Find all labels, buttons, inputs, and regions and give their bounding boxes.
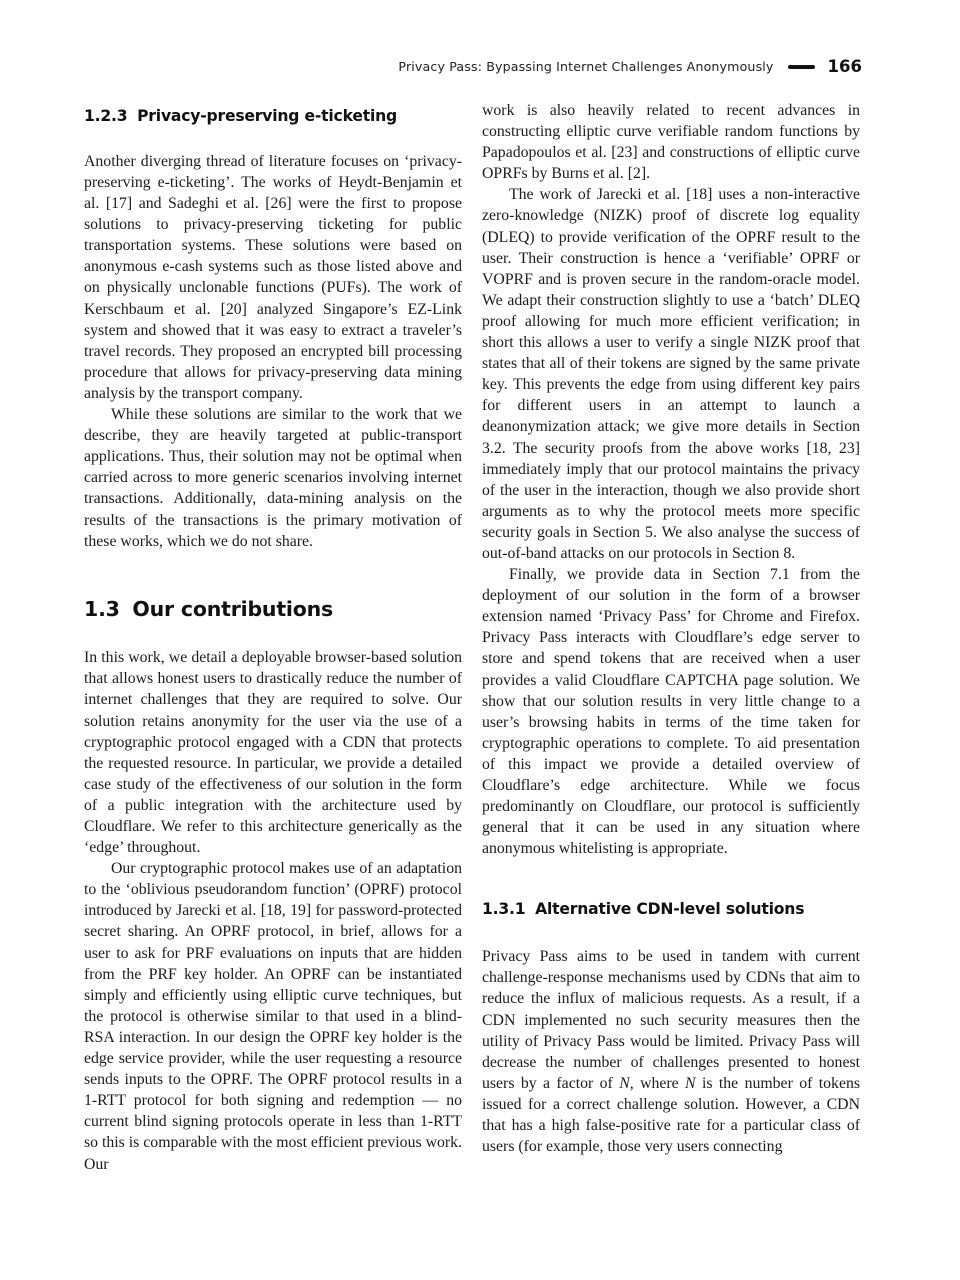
- section-heading-1-3-1: [482, 901, 860, 919]
- paragraph: Privacy Pass aims to be used in tandem with current challenge-response mechanisms used by CDNs that aim to reduce the influx of malicious requests. As a result, if a CDN implemented no such security measures then the utility of Privacy Pass would be limited. Privacy Pass will decrease the number of challenges presented to honest users by a factor of N, where N is the number of tokens issued for a correct challenge solution. However, a CDN that has a high false-positive rate for a particular class of users (for example, those very users connecting: [482, 948, 860, 1156]
- header-rule: [788, 65, 815, 69]
- section-heading-1-3: [84, 598, 462, 621]
- section-title: Privacy-preserving e-ticketing: [137, 107, 397, 125]
- section-heading-1-2-3: [84, 108, 462, 126]
- page-number: 166: [827, 57, 862, 76]
- paragraph: work is also heavily related to recent advances in constructing elliptic curve verifiable random functions by Papadopoulos et al. [23] and constructions of elliptic curve OPRFs by Burns et al. [2].: [482, 102, 860, 183]
- paragraph: In this work, we detail a deployable browser-based solution that allows honest users to drastically reduce the number of internet challenges that they are required to solve. Our solution retains anonymity for the user via the use of a cryptographic protocol engaged with a CDN that protects the requested resource. In particular, we provide a detailed case study of the effectiveness of our solution in the form of a public integration with the architecture used by Cloudflare. We refer to this architecture generically as the ‘edge’ throughout.: [84, 649, 462, 857]
- paragraph: The work of Jarecki et al. [18] uses a non-interactive zero-knowledge (NIZK) proof of discrete log equality (DLEQ) to provide verification of the OPRF result to the user. Their construction is hence a ‘verifiable’ OPRF or VOPRF and is proven secure in the random-oracle model. We adapt their construction slightly to use a ‘batch’ DLEQ proof allowing for much more efficient verification; in short this allows a user to verify a single NIZK proof that states that all of their tokens are signed by the same private key. This prevents the edge from using different key pairs for different users in an attempt to launch a deanonymization attack; we give more details in Section 3.2. The security proofs from the above works [18, 23] immediately imply that our protocol maintains the privacy of the user in the interaction, though we also provide short arguments as to why the protocol meets more specific security goals in Section 5. We also analyse the success of out-of-band attacks on our protocols in Section 8.: [482, 186, 860, 562]
- paragraph: Finally, we provide data in Section 7.1 from the deployment of our solution in the form of a browser extension named ‘Privacy Pass’ for Chrome and Firefox. Privacy Pass interacts with Cloudflare’s edge server to store and spend tokens that are received when a user provides a valid Cloudflare CAPTCHA page solution. We show that our solution results in very little change to a user’s browsing habits in terms of the time taken for cryptographic operations to complete. To aid presentation of this impact we provide a detailed overview of Cloudflare’s edge architecture. While we focus predominantly on Cloudflare, our protocol is sufficiently general that it can be used in any situation where anonymous whitelisting is appropriate.: [482, 566, 860, 858]
- section-title: Alternative CDN-level solutions: [535, 900, 805, 919]
- paragraph: Another diverging thread of literature focuses on ‘privacy-preserving e-ticketing’. The works of Heydt-Benjamin et al. [17] and Sadeghi et al. [26] were the first to propose solutions to privacy-preserving ticketing for public transportation systems. These solutions were based on anonymous e-cash systems such as those listed above and on physically unclonable functions (PUFs). The work of Kerschbaum et al. [20] analyzed Singapore’s EZ-Link system and showed that it was easy to extract a traveler’s travel records. They proposed an encrypted bill processing procedure that allows for privacy-preserving data mining analysis by the transport company.: [84, 152, 462, 402]
- right-column: [482, 100, 860, 1157]
- section-number: 1.3: [84, 596, 120, 621]
- section-number: 1.2.3: [84, 107, 128, 125]
- left-column: [84, 100, 462, 1175]
- running-header: [84, 57, 862, 76]
- paragraph: Our cryptographic protocol makes use of an adaptation to the ‘oblivious pseudorandom function’ (OPRF) protocol introduced by Jarecki et al. [18, 19] for password-protected secret sharing. An OPRF protocol, in brief, allows for a user to ask for PRF evaluations on inputs that are hidden from the PRF key holder. An OPRF can be instantiated simply and efficiently using elliptic curve techniques, but the protocol is otherwise similar to that used in a blind-RSA interaction. In our design the OPRF key holder is the edge service provider, while the user requesting a resource sends inputs to the OPRF. The OPRF protocol results in a 1-RTT protocol for both signing and redemption — no current blind signing protocols operate in less than 1-RTT so this is comparable with the most efficient previous work. Our: [84, 860, 462, 1173]
- section-number: 1.3.1: [482, 900, 526, 919]
- running-title: Privacy Pass: Bypassing Internet Challenges Anonymously: [398, 59, 774, 74]
- section-title: Our contributions: [132, 596, 334, 621]
- paragraph: While these solutions are similar to the work that we describe, they are heavily targeted at public-transport applications. Thus, their solution may not be optimal when carried across to more generic scenarios involving internet transactions. Additionally, data-mining analysis on the results of the transactions is the primary motivation of these works, which we do not share.: [84, 406, 462, 550]
